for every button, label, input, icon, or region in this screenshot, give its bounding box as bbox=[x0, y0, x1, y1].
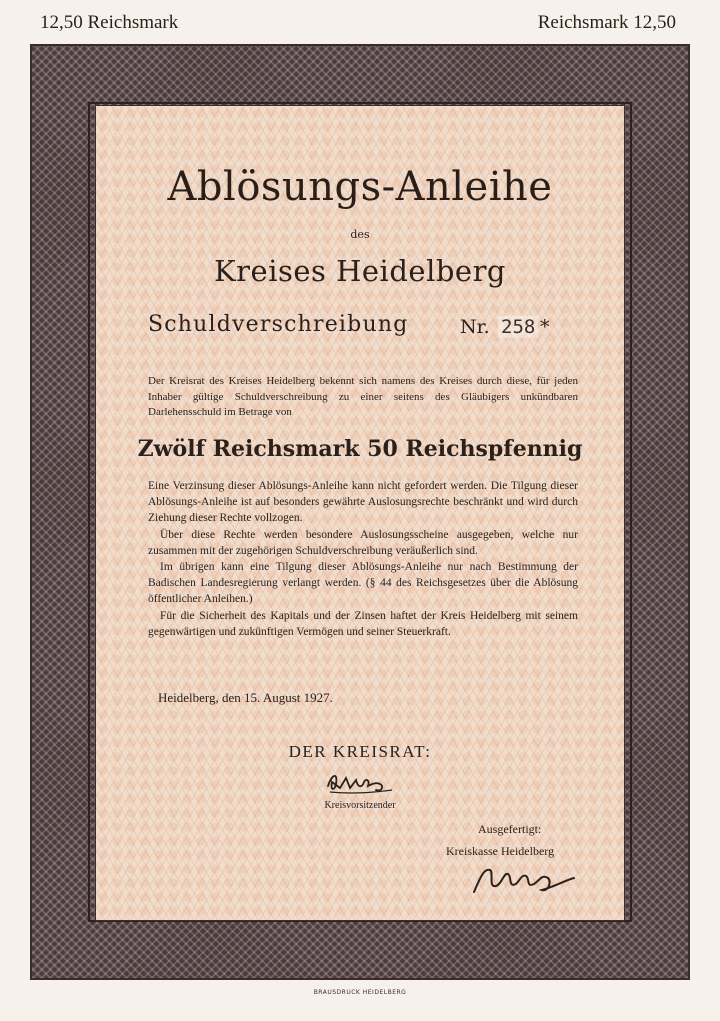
denomination-top-right: Reichsmark 12,50 bbox=[537, 12, 676, 33]
place-date: Heidelberg, den 15. August 1927. bbox=[158, 690, 333, 705]
terms-paragraph: Im übrigen kann eine Tilgung dieser Ablösungs-Anleihe nur nach Bestimmung der Badischen Landesregierung verlangt werden. (§ 44 des Reichsgesetzes über die Ablösung öffentlicher Anleihen.) bbox=[148, 561, 578, 606]
title-connector: des bbox=[350, 228, 370, 241]
terms-paragraph: Für die Sicherheit des Kapitals und der Zinsen haftet der Kreis Heidelberg mit seinem gegenwärtigen und zukünftigen Vermögen und seiner Steuerkraft. bbox=[148, 609, 578, 638]
office-signature bbox=[470, 858, 580, 898]
amount-text: Zwölf Reichsmark 50 Reichspfennig bbox=[137, 436, 583, 462]
chairman-signature bbox=[322, 766, 402, 798]
terms-block bbox=[148, 478, 578, 640]
number-label: Nr. bbox=[460, 316, 490, 338]
authority-heading: DER KREISRAT: bbox=[288, 742, 432, 761]
document-type: Schuldverschreibung bbox=[148, 312, 409, 337]
issuer-name: Kreises Heidelberg bbox=[214, 254, 506, 288]
certificate-number: 258 bbox=[498, 316, 538, 338]
signer-title: Kreisvorsitzender bbox=[324, 800, 396, 811]
issued-label: Ausgefertigt: bbox=[478, 822, 542, 836]
terms-paragraph: Eine Verzinsung dieser Ablösungs-Anleihe kann nicht gefordert werden. Die Tilgung dieser Ablösungs-Anleihe ist auf besonders gewährte Auslosungsrechte beschränkt und wird durch Ziehung dieser Rechte vollzogen. bbox=[148, 480, 578, 525]
issuing-office: Kreiskasse Heidelberg bbox=[446, 844, 555, 858]
intro-paragraph: Der Kreisrat des Kreises Heidelberg bekennt sich namens des Kreises durch diese, für jeden Inhaber gültige Schuldverschreibung zu einer seitens des Gläubigers unkündbaren Darlehensschuld im Betrage von bbox=[148, 375, 578, 418]
certificate-panel bbox=[95, 105, 625, 921]
number-mark: * bbox=[540, 316, 550, 338]
printer-imprint: BRAUSDRUCK HEIDELBERG bbox=[313, 989, 407, 996]
terms-paragraph: Über diese Rechte werden besondere Auslosungsscheine ausgegeben, welche nur zusammen mit der zugehörigen Schuldverschreibung veräußerlich sind. bbox=[148, 528, 578, 557]
certificate-title: Ablösungs-Anleihe bbox=[167, 164, 553, 210]
denomination-top-left: 12,50 Reichsmark bbox=[40, 12, 179, 33]
document-type-row bbox=[148, 312, 578, 344]
